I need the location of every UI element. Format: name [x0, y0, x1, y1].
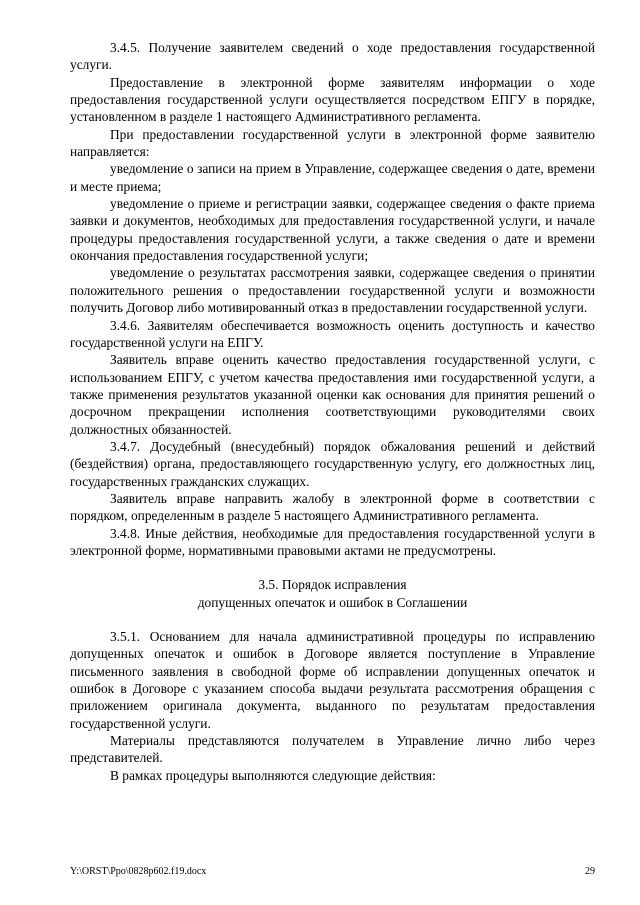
- paragraph-epgu-info: Предоставление в электронной форме заявителям информации о ходе предоставления государственной услуги осуществляется посредством ЕПГУ в порядке, установленном в разделе 1 настоящего Административного регламента.: [70, 74, 595, 125]
- footer-page-number: 29: [585, 866, 595, 877]
- paragraph-3-4-7: 3.4.7. Досудебный (внесудебный) порядок обжалования решений и действий (бездействия) органа, предоставляющего государственную услугу, его должностных лиц, государственных гражданских служащих.: [70, 438, 595, 489]
- document-body: [70, 39, 595, 784]
- paragraph-3-4-6: 3.4.6. Заявителям обеспечивается возможность оценить доступность и качество государственной услуги на ЕПГУ.: [70, 317, 595, 350]
- section-heading-line1: 3.5. Порядок исправления: [258, 577, 407, 593]
- paragraph-notification-results: уведомление о результатах рассмотрения заявки, содержащее сведения о принятии положительного решения о предоставлении государственной услуги и возможности получить Договор либо мотивированный отказ в предоставлении государственной услуги.: [70, 265, 595, 316]
- paragraph-complaint: Заявитель вправе направить жалобу в электронной форме в соответствии с порядком, определенным в разделе 5 настоящего Административного регламента.: [70, 490, 595, 524]
- paragraph-3-4-8: 3.4.8. Иные действия, необходимые для предоставления государственной услуги в электронной форме, нормативными правовыми актами не предусмотрены.: [70, 525, 595, 558]
- spacer: [70, 559, 595, 576]
- paragraph-notification-registration: уведомление о приеме и регистрации заявки, содержащее сведения о факте приема заявки и документов, необходимых для предоставления государственной услуги, и начале процедуры предоставления государственной услуги, а также сведения о дате и времени окончания предоставления государственной услуги;: [70, 196, 595, 264]
- paragraph-quality-assessment: Заявитель вправе оценить качество предоставления государственной услуги, с использованием ЕПГУ, с учетом качества предоставления ими государственной услуги, а также применения результатов указанной оценки как основания для принятия решений о досрочном прекращении исполнения соответствующими руководителями своих должностных обязанностей.: [70, 352, 595, 437]
- footer-file-path: Y:\ORST\Ppo\0828p602.f19.docx: [70, 866, 207, 877]
- spacer: [70, 611, 595, 628]
- paragraph-3-4-5: 3.4.5. Получение заявителем сведений о ходе предоставления государственной услуги.: [70, 40, 595, 73]
- paragraph-actions-intro: В рамках процедуры выполняются следующие действия:: [110, 767, 436, 783]
- paragraph-notification-appointment: уведомление о записи на прием в Управление, содержащее сведения о дате, времени и месте приема;: [70, 161, 595, 194]
- paragraph-3-5-1: 3.5.1. Основанием для начала административной процедуры по исправлению допущенных опечаток и ошибок в Договоре является поступление в Управление письменного заявления в свободной форме об исправлении допущенных опечаток и ошибок в Договоре с указанием способа выдачи результата рассмотрения обращения с приложением оригинала документа, выданного по результатам предоставления государственной услуги.: [70, 629, 595, 731]
- section-heading-line2: допущенных опечаток и ошибок в Соглашении: [197, 594, 468, 610]
- paragraph-notifications-intro: При предоставлении государственной услуги в электронной форме заявителю направляется:: [70, 126, 595, 160]
- paragraph-materials: Материалы представляются получателем в Управление лично либо через представителей.: [70, 733, 595, 766]
